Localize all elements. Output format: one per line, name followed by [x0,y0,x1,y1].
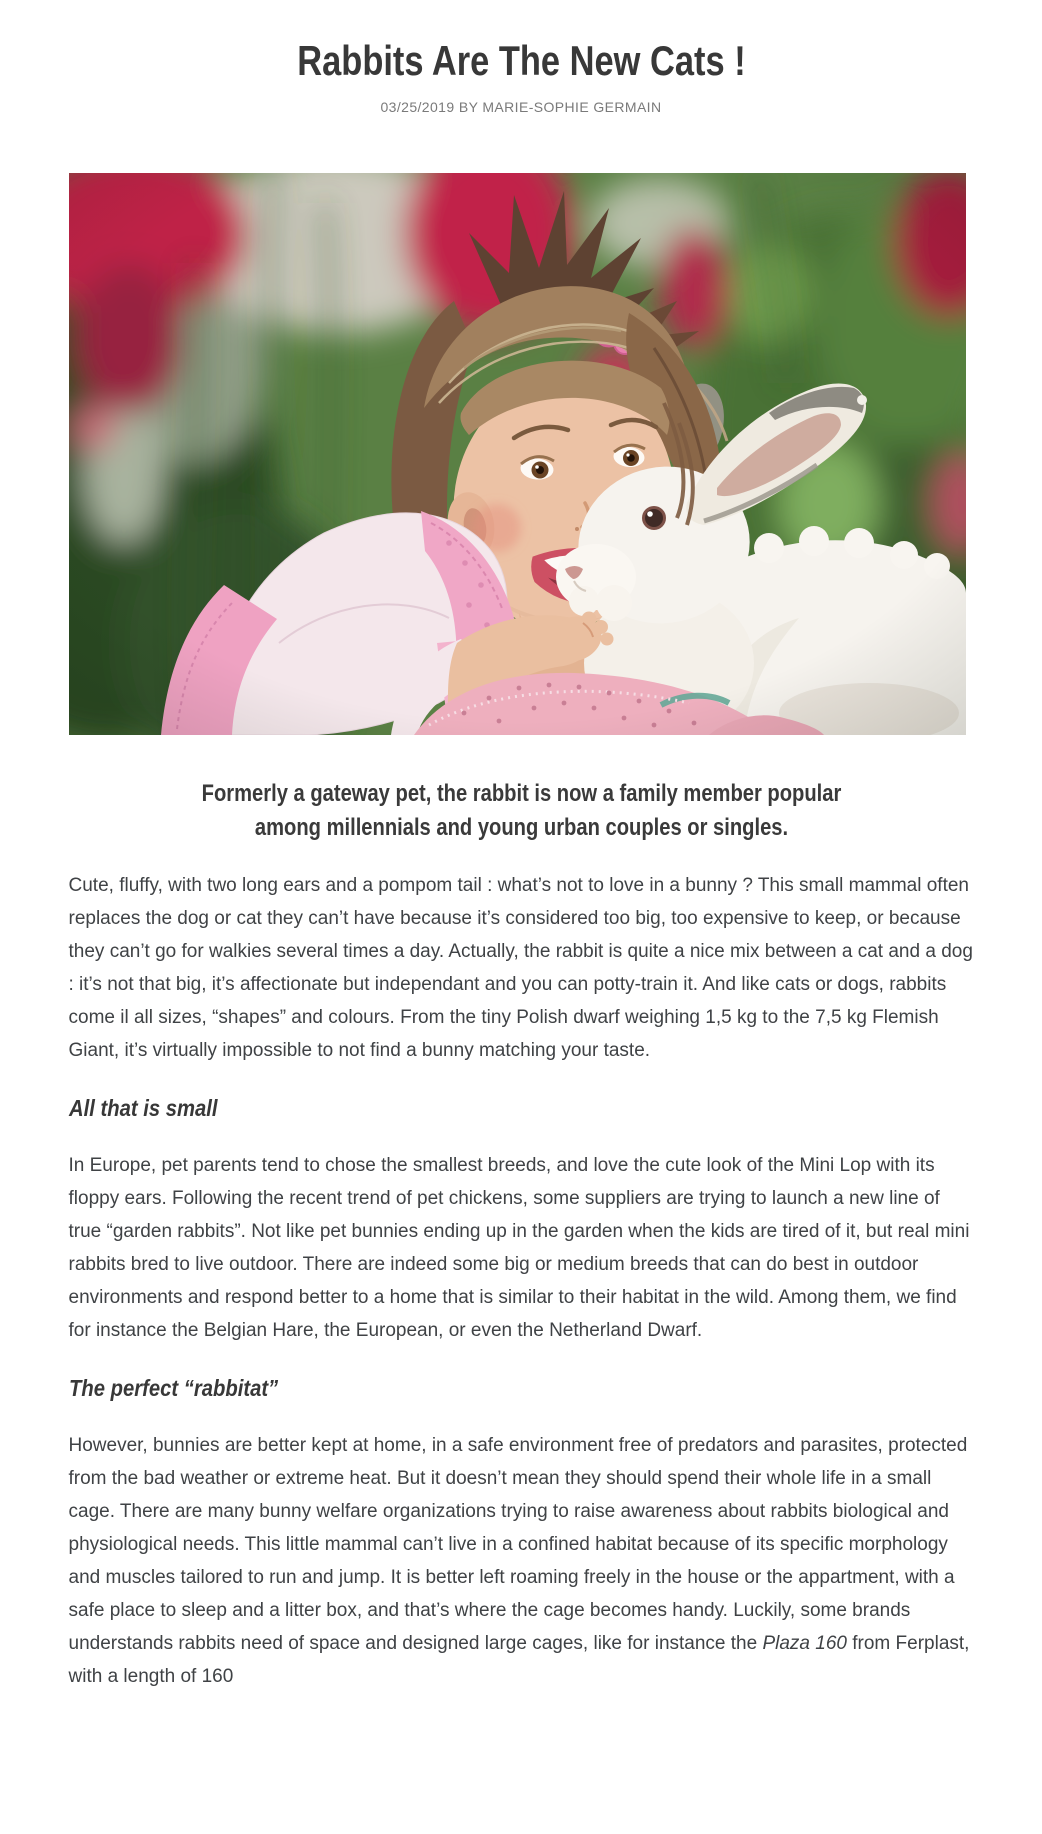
lede-line-1: Formerly a gateway pet, the rabbit is now a family member popular [201,780,841,807]
rabbitat-text-before: However, bunnies are better kept at home, in a safe environment free of predators and parasites, protected from the bad weather or extreme heat. But it doesn’t mean they should spend their whole life in a small cage. There are many bunny welfare organizations trying to raise awareness about rabbits biological and physiological needs. This little mammal can’t live in a confined habitat because of its specific morphology and muscles tailored to run and jump. It is better left roaming freely in the house or the appartment, with a safe place to sleep and a litter box, and that’s where the cage becomes handy. Luckily, some brands understands rabbits need of space and designed large cages, like for instance the [68,1435,968,1654]
lede-line-2: among millennials and young urban couples or singles. [254,813,788,841]
section-heading-all-that-is-small: All that is small [68,1095,217,1121]
rabbitat-paragraph [69,1429,974,1693]
intro-paragraph: Cute, fluffy, with two long ears and a pompom tail : what’s not to love in a bunny ? This small mammal often replaces the dog or cat they can’t have because it’s considered too big, too expensive to keep, or because they can’t go for walkies several times a day. Actually, the rabbit is quite a nice mix between a cat and a dog : it’s not that big, it’s affectionate but independant and you can potty-train it. And like cats or dogs, rabbits come il all sizes, “shapes” and colours. From the tiny Polish dwarf weighing 1,5 kg to the 7,5 kg Flemish Giant, it’s virtually impossible to not find a bunny matching your taste. [68,875,973,1061]
article-page [69,36,974,1693]
lede-heading [141,777,901,844]
section-heading-perfect-rabbitat: The perfect “rabbitat” [68,1375,278,1401]
rabbitat-text-after: from Ferplast, with a length of 160 [68,1633,970,1687]
small-breeds-paragraph: In Europe, pet parents tend to chose the smallest breeds, and love the cute look of the Mini Lop with its floppy ears. Following the recent trend of pet chickens, some suppliers are trying to launch a new line of true “garden rabbits”. Not like pet bunnies ending up in the garden when the kids are tired of it, but real mini rabbits bred to live outdoor. There are indeed some big or medium breeds that can do best in outdoor environments and respond better to a home that is similar to their habitat in the wild. Among them, we find for instance the Belgian Hare, the European, or even the Netherland Dwarf. [68,1155,970,1341]
hero-image [69,173,966,735]
hero-photo-illustration [69,173,966,735]
product-name-plaza-160: Plaza 160 [762,1633,847,1654]
page-title: Rabbits Are The New Cats ! [296,37,746,84]
byline: 03/25/2019 BY MARIE-SOPHIE GERMAIN [380,99,662,115]
vignette [69,173,966,735]
